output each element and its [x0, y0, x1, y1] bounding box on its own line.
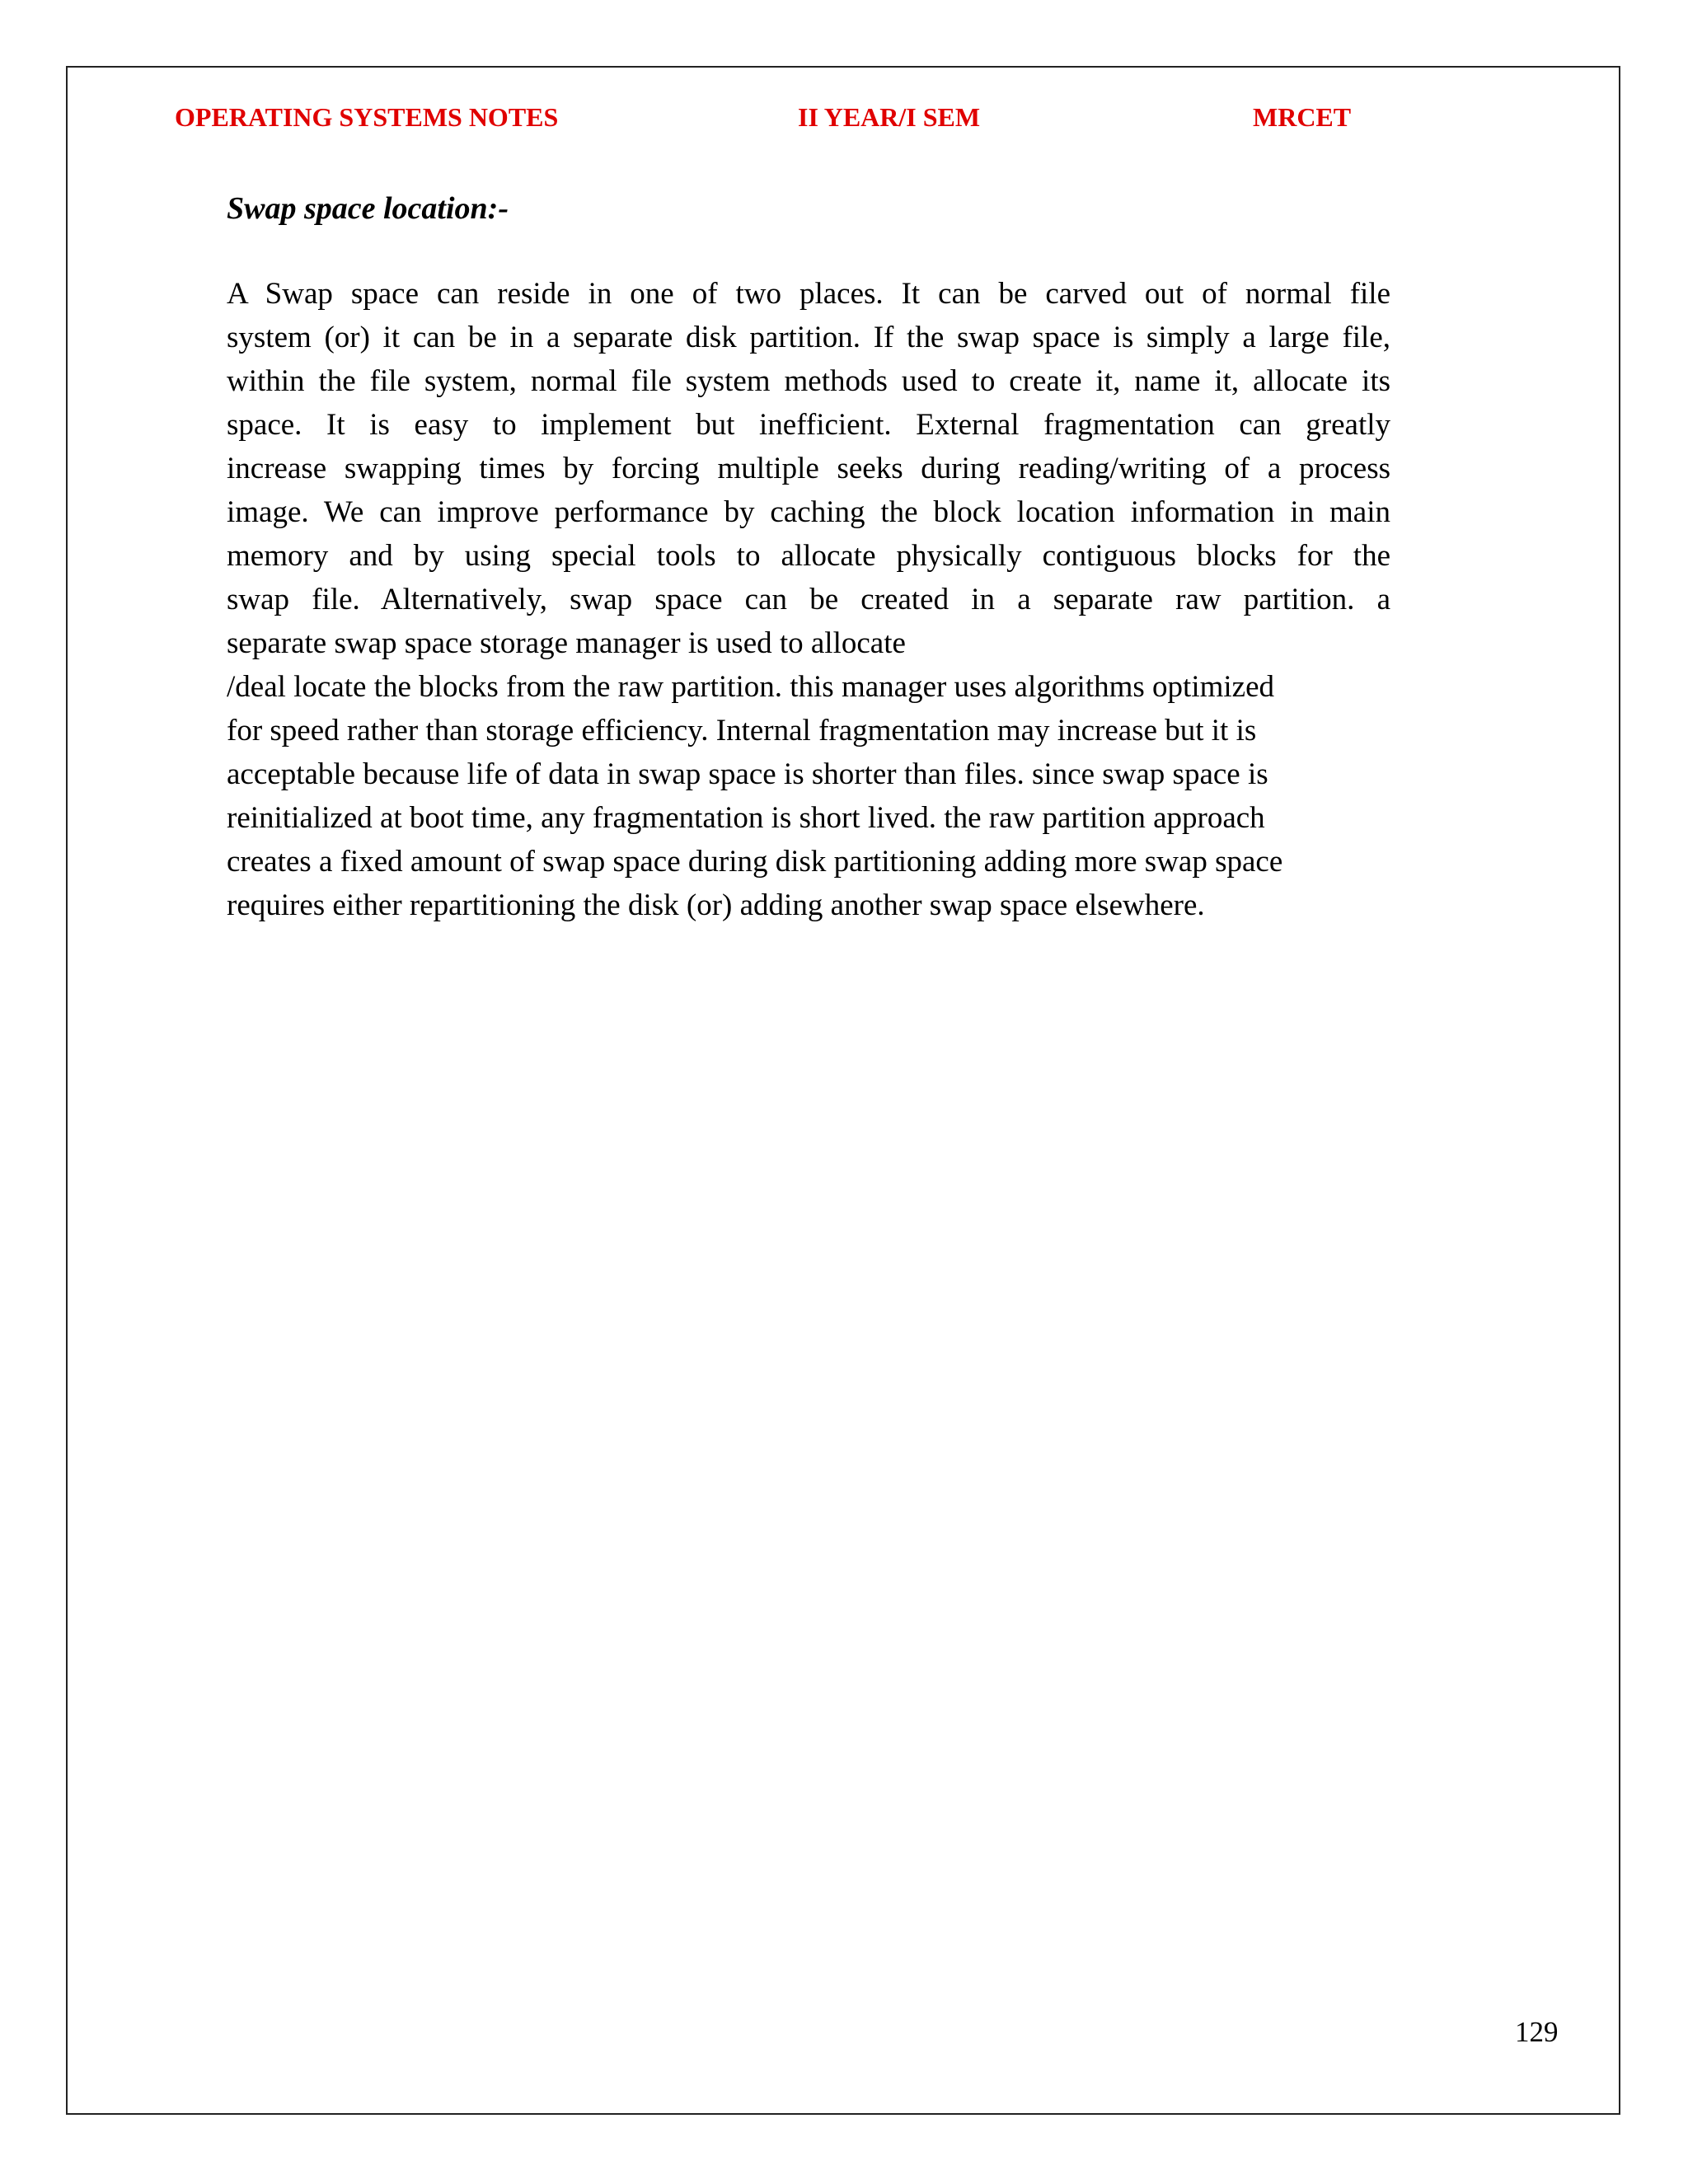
paragraph-line: increase swapping times by forcing multiple seeks during reading/writing of a process [227, 452, 1390, 485]
paragraph-line: A Swap space can reside in one of two places. It can be carved out of normal file [227, 277, 1390, 311]
section-heading: Swap space location:- [227, 191, 509, 226]
paragraph-line: creates a fixed amount of swap space during disk partitioning adding more swap space [227, 845, 1283, 879]
paragraph-line: for speed rather than storage efficiency. Internal fragmentation may increase but it is [227, 714, 1257, 748]
paragraph-line: reinitialized at boot time, any fragmentation is short lived. the raw partition approach [227, 801, 1265, 835]
paragraph-line: acceptable because life of data in swap space is shorter than files. since swap space is [227, 757, 1268, 791]
header-course-title: OPERATING SYSTEMS NOTES [175, 102, 559, 132]
paragraph-line: system (or) it can be in a separate disk partition. If the swap space is simply a large file, [227, 321, 1390, 354]
paragraph-line: /deal locate the blocks from the raw partition. this manager uses algorithms optimized [227, 670, 1275, 704]
page-header [0, 99, 1688, 135]
paragraph-line: memory and by using special tools to allocate physically contiguous blocks for the [227, 539, 1390, 573]
paragraph-line: requires either repartitioning the disk (or) adding another swap space elsewhere. [227, 888, 1205, 922]
paragraph-line: separate swap space storage manager is used to allocate [227, 626, 906, 660]
header-year-semester: II YEAR/I SEM [798, 102, 981, 132]
paragraph-line: space. It is easy to implement but inefficient. External fragmentation can greatly [227, 408, 1390, 442]
paragraph-line: swap file. Alternatively, swap space can be created in a separate raw partition. a [227, 583, 1390, 616]
page-number: 129 [1515, 2016, 1559, 2048]
header-institution: MRCET [1253, 102, 1352, 132]
paragraph-line: image. We can improve performance by caching the block location information in main [227, 495, 1390, 529]
section-body-paragraph [227, 272, 1390, 927]
paragraph-line: within the file system, normal file system methods used to create it, name it, allocate its [227, 364, 1390, 398]
